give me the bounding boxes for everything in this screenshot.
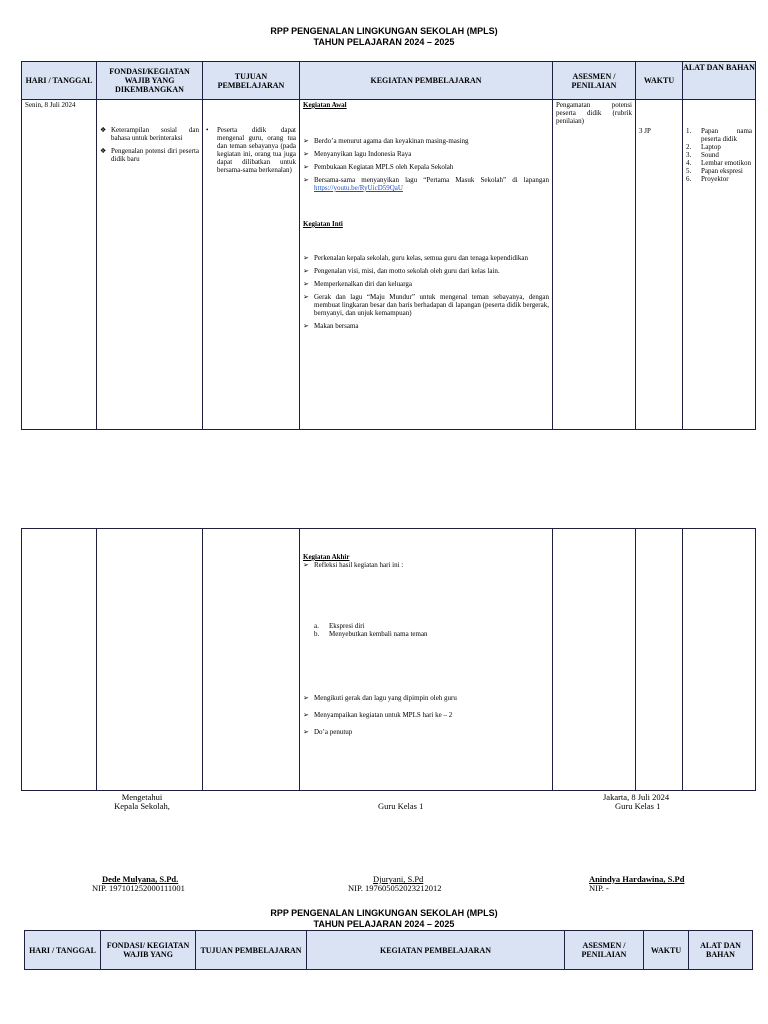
arrow-bullet-icon: ➢ (303, 150, 309, 158)
place-date: Jakarta, 8 Juli 2024 (603, 792, 670, 802)
arrow-bullet-icon: ➢ (303, 694, 309, 702)
alat-item: 3. Sound (686, 151, 719, 159)
cell-tujuan-2 (203, 529, 300, 791)
header-hari-2: HARI / TANGGAL (25, 931, 101, 970)
header-alat: ALAT DAN BAHAN (683, 62, 756, 100)
cell-asesmen (553, 100, 636, 430)
guru1-nip: NIP. 197605052023212012 (348, 883, 442, 893)
header-kegiatan: KEGIATAN PEMBELAJARAN (300, 62, 553, 100)
kegiatan-inti-item: ➢ Perkenalan kepala sekolah, guru kelas, semua guru dan tenaga kependidikan (303, 254, 529, 262)
cell-hari (22, 100, 97, 430)
kegiatan-awal-item: ➢ Bersama-sama menyanyikan lagu “Pertama Masuk Sekolah” di lapangan https://youtu.be/RyUicD59QaU (303, 176, 549, 192)
bullet-icon: • (206, 126, 209, 134)
alat-item: 4. Lembar emotikon (686, 159, 751, 167)
arrow-bullet-icon: ➢ (303, 293, 309, 301)
arrow-bullet-icon: ➢ (303, 322, 309, 330)
arrow-bullet-icon: ➢ (303, 176, 309, 184)
document-subtitle-2: TAHUN PELAJARAN 2024 – 2025 (313, 919, 455, 929)
kegiatan-awal-item: ➢ Menyanyikan lagu Indonesia Raya (303, 150, 412, 158)
cell-hari-2 (22, 529, 97, 791)
header-tujuan: TUJUAN PEMBELAJARAN (203, 62, 300, 100)
arrow-bullet-icon: ➢ (303, 254, 309, 262)
arrow-bullet-icon: ➢ (303, 561, 309, 569)
cell-fondasi-2 (97, 529, 203, 791)
guru2-role: Guru Kelas 1 (615, 801, 661, 811)
cell-kegiatan-2 (300, 529, 553, 791)
header-fondasi: FONDASI/KEGIATAN WAJIB YANG DIKEMBANGKAN (97, 62, 203, 100)
kegiatan-akhir-item: ➢ Mengikuti gerak dan lagu yang dipimpin oleh guru (303, 694, 457, 702)
refleksi-subitem: a. Ekspresi diri (314, 622, 365, 630)
fondasi-item: ❖ Keterampilan sosial dan bahasa untuk berinteraksi (100, 126, 199, 142)
cell-asesmen-2 (553, 529, 636, 791)
guru2-name: Anindya Hardawina, S.Pd (589, 874, 685, 884)
refleksi-item: ➢ Refleksi hasil kegiatan hari ini : (303, 561, 404, 569)
kegiatan-inti-item: ➢ Gerak dan lagu “Maju Mundur” untuk mengenal teman sebayanya, dengan membuat lingkaran besar dan baris berhadapan di lapangan (peserta didik bergerak, bernyanyi, dan unjuk kemampuan) (303, 293, 549, 317)
guru1-role: Guru Kelas 1 (378, 801, 424, 811)
arrow-bullet-icon: ➢ (303, 267, 309, 275)
cell-fondasi (97, 100, 203, 430)
arrow-bullet-icon: ➢ (303, 163, 309, 171)
rpp-table (21, 61, 756, 430)
arrow-bullet-icon: ➢ (303, 137, 309, 145)
header-kegiatan-2: KEGIATAN PEMBELAJARAN (307, 931, 565, 970)
alat-item: 5. Papan ekspresi (686, 167, 743, 175)
document-title: RPP PENGENALAN LINGKUNGAN SEKOLAH (MPLS) (270, 26, 498, 36)
cell-alat-2 (683, 529, 756, 791)
diamond-bullet-icon: ❖ (100, 126, 107, 134)
rpp-table-page2 (24, 930, 753, 970)
kegiatan-inti-item: ➢ Makan bersama (303, 322, 359, 330)
mengetahui-label: Mengetahui (121, 792, 163, 802)
guru2-nip: NIP. - (589, 883, 609, 893)
alat-item: 1. Papan nama peserta didik (686, 127, 752, 143)
arrow-bullet-icon: ➢ (303, 711, 309, 719)
hari-value: Senin, 8 Juli 2024 (25, 101, 76, 109)
rpp-table-continued (21, 528, 756, 791)
kegiatan-inti-item: ➢ Memperkenalkan diri dan keluarga (303, 280, 413, 288)
diamond-bullet-icon: ❖ (100, 147, 107, 155)
header-asesmen-2: ASESMEN / PENILAIAN (565, 931, 644, 970)
cell-tujuan (203, 100, 300, 430)
guru1-name: Djuryani, S.Pd (373, 874, 424, 884)
header-waktu-2: WAKTU (644, 931, 689, 970)
refleksi-subitem: b. Menyebutkan kembali nama teman (314, 630, 428, 638)
kepala-nip: NIP. 197101252000111001 (92, 883, 185, 893)
kepala-name: Dede Mulyana, S.Pd. (102, 874, 179, 884)
alat-item: 2. Laptop (686, 143, 721, 151)
kegiatan-akhir-heading: Kegiatan Akhir (303, 553, 350, 561)
waktu-value: 3 JP (639, 127, 651, 135)
kegiatan-awal-item: ➢ Berdo’a menurut agama dan keyakinan masing-masing (303, 137, 469, 145)
header-waktu: WAKTU (636, 62, 683, 100)
kegiatan-inti-heading: Kegiatan Inti (303, 220, 343, 228)
tujuan-item: • Peserta didik dapat mengenal guru, orang tua dan teman sebayanya (pada kegiatan ini, orang tua juga dapat dilibatkan untuk bersama-sama berkenalan) (206, 126, 296, 174)
alat-item: 6. Proyektor (686, 175, 729, 183)
asesmen-value: Pengamatan potensi peserta didik (rubrik penilaian) (556, 101, 632, 125)
document-title-2: RPP PENGENALAN LINGKUNGAN SEKOLAH (MPLS) (270, 908, 498, 918)
arrow-bullet-icon: ➢ (303, 728, 309, 736)
cell-waktu-2 (636, 529, 683, 791)
document-subtitle: TAHUN PELAJARAN 2024 – 2025 (313, 37, 455, 47)
kegiatan-awal-item: ➢ Pembukaan Kegiatan MPLS oleh Kepala Sekolah (303, 163, 454, 171)
header-hari: HARI / TANGGAL (22, 62, 97, 100)
kegiatan-awal-heading: Kegiatan Awal (303, 101, 347, 109)
header-asesmen: ASESMEN / PENILAIAN (553, 62, 636, 100)
arrow-bullet-icon: ➢ (303, 280, 309, 288)
cell-alat (683, 100, 756, 430)
header-fondasi-2: FONDASI/ KEGIATAN WAJIB YANG (101, 931, 196, 970)
header-alat-2: ALAT DAN BAHAN (689, 931, 753, 970)
cell-waktu (636, 100, 683, 430)
kepala-role: Kepala Sekolah, (114, 801, 170, 811)
youtube-link[interactable]: https://youtu.be/RyUicD59QaU (314, 184, 403, 192)
cell-kegiatan (300, 100, 553, 430)
kegiatan-akhir-item: ➢ Do’a penutup (303, 728, 353, 736)
header-tujuan-2: TUJUAN PEMBELAJARAN (196, 931, 307, 970)
fondasi-item: ❖ Pengenalan potensi diri peserta didik baru (100, 147, 199, 163)
kegiatan-inti-item: ➢ Pengenalan visi, misi, dan motto sekolah oleh guru dari kelas lain. (303, 267, 500, 275)
kegiatan-akhir-item: ➢ Menyampaikan kegiatan untuk MPLS hari ke – 2 (303, 711, 453, 719)
